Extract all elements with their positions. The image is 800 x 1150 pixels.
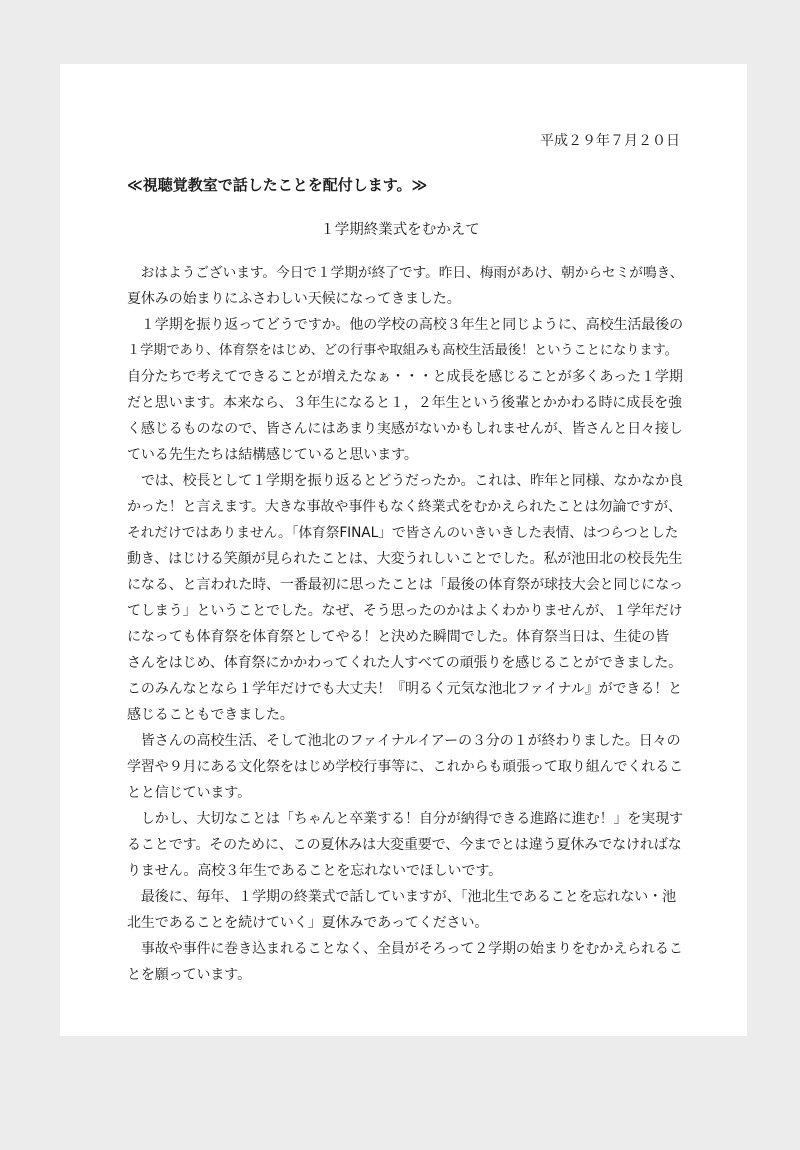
speech-line: では、校長として１学期を振り返るとどうだったか。これは、昨年と同様、なかなか良 bbox=[127, 473, 683, 489]
speech-line: １学期を振り返ってどうですか。他の学校の高校３年生と同じように、高校生活最後の bbox=[127, 317, 683, 333]
speech-line: だと思います。本来なら、３年生になると１，２年生という後輩とかかわる時に成長を強 bbox=[127, 395, 682, 411]
speech-body bbox=[127, 260, 687, 988]
distribution-notice: ≪視聴覚教室で話したことを配付します。≫ bbox=[127, 176, 428, 194]
speech-line: てしまう」ということでした。なぜ、そう思ったのかはよくわかりませんが、１学年だけ bbox=[127, 603, 683, 619]
speech-line: さんをはじめ、体育祭にかかわってくれた人すべての頑張りを感じることができました。 bbox=[127, 655, 683, 671]
speech-line: おはようございます。今日で１学期が終了です。昨日、梅雨があけ、朝からセミが鳴き、 bbox=[127, 265, 684, 281]
speech-line: 感じることもできました。 bbox=[127, 707, 294, 723]
speech-line: かった！と言えます。大きな事故や事件もなく終業式をむかえられたことは勿論ですが、 bbox=[127, 499, 682, 515]
speech-line: 北生であることを続けていく」夏休みであってください。 bbox=[127, 915, 489, 931]
speech-line: 皆さんの高校生活、そして池北のファイナルイアーの３分の１が終わりました。日々の bbox=[127, 733, 681, 749]
speech-line: それだけではありません。「体育祭FINAL」で皆さんのいきいきした表情、はつらつとした bbox=[127, 525, 679, 541]
speech-line: 事故や事件に巻き込まれることなく、全員がそろって２学期の始まりをむかえられるこ bbox=[127, 941, 683, 957]
speech-line: 夏休みの始まりにふさわしい天候になってきました。 bbox=[127, 291, 461, 307]
speech-line: りません。高校３年生であることを忘れないでほしいです。 bbox=[127, 863, 503, 879]
speech-line: 自分たちで考えてできることが増えたなぁ・・・と成長を感じることが多くあった１学期 bbox=[127, 369, 683, 385]
document-date: 平成２９年７月２０日 bbox=[540, 133, 680, 149]
speech-line: 動き、はじける笑顔が見られたことは、大変うれしいことでした。私が池田北の校長先生 bbox=[127, 551, 683, 567]
speech-line: 最後に、毎年、１学期の終業式で話していますが、「池北生であることを忘れない・池 bbox=[127, 889, 676, 905]
speech-line: になる、と言われた時、一番最初に思ったことは「最後の体育祭が球技大会と同じになっ bbox=[127, 577, 683, 593]
speech-line: しかし、大切なことは「ちゃんと卒業する！自分が納得できる進路に進む！」を実現す bbox=[127, 811, 683, 827]
speech-line: になっても体育祭を体育祭としてやる！と決めた瞬間でした。体育祭当日は、生徒の皆 bbox=[127, 629, 670, 645]
speech-line: とを願っています。 bbox=[127, 967, 251, 983]
speech-line: く感じるものなので、皆さんにはあまり実感がないかもしれませんが、皆さんと日々接し bbox=[127, 421, 683, 437]
speech-line: ることです。そのために、この夏休みは大変重要で、今までとは違う夏休みでなければな bbox=[127, 837, 682, 853]
speech-line: このみんなとなら１学年だけでも大丈夫！『明るく元気な池北ファイナル』ができる！と bbox=[127, 681, 683, 697]
speech-line: ている先生たちは結構感じていると思います。 bbox=[127, 447, 418, 463]
speech-line: とと信じています。 bbox=[127, 785, 251, 801]
speech-line: 学習や９月にある文化祭をはじめ学校行事等に、これからも頑張って取り組んでくれるこ bbox=[127, 759, 683, 775]
speech-title: １学期終業式をむかえて bbox=[320, 222, 480, 238]
speech-line: １学期であり、体育祭をはじめ、どの行事や取組みも高校生活最後！ということになります。 bbox=[127, 343, 678, 358]
